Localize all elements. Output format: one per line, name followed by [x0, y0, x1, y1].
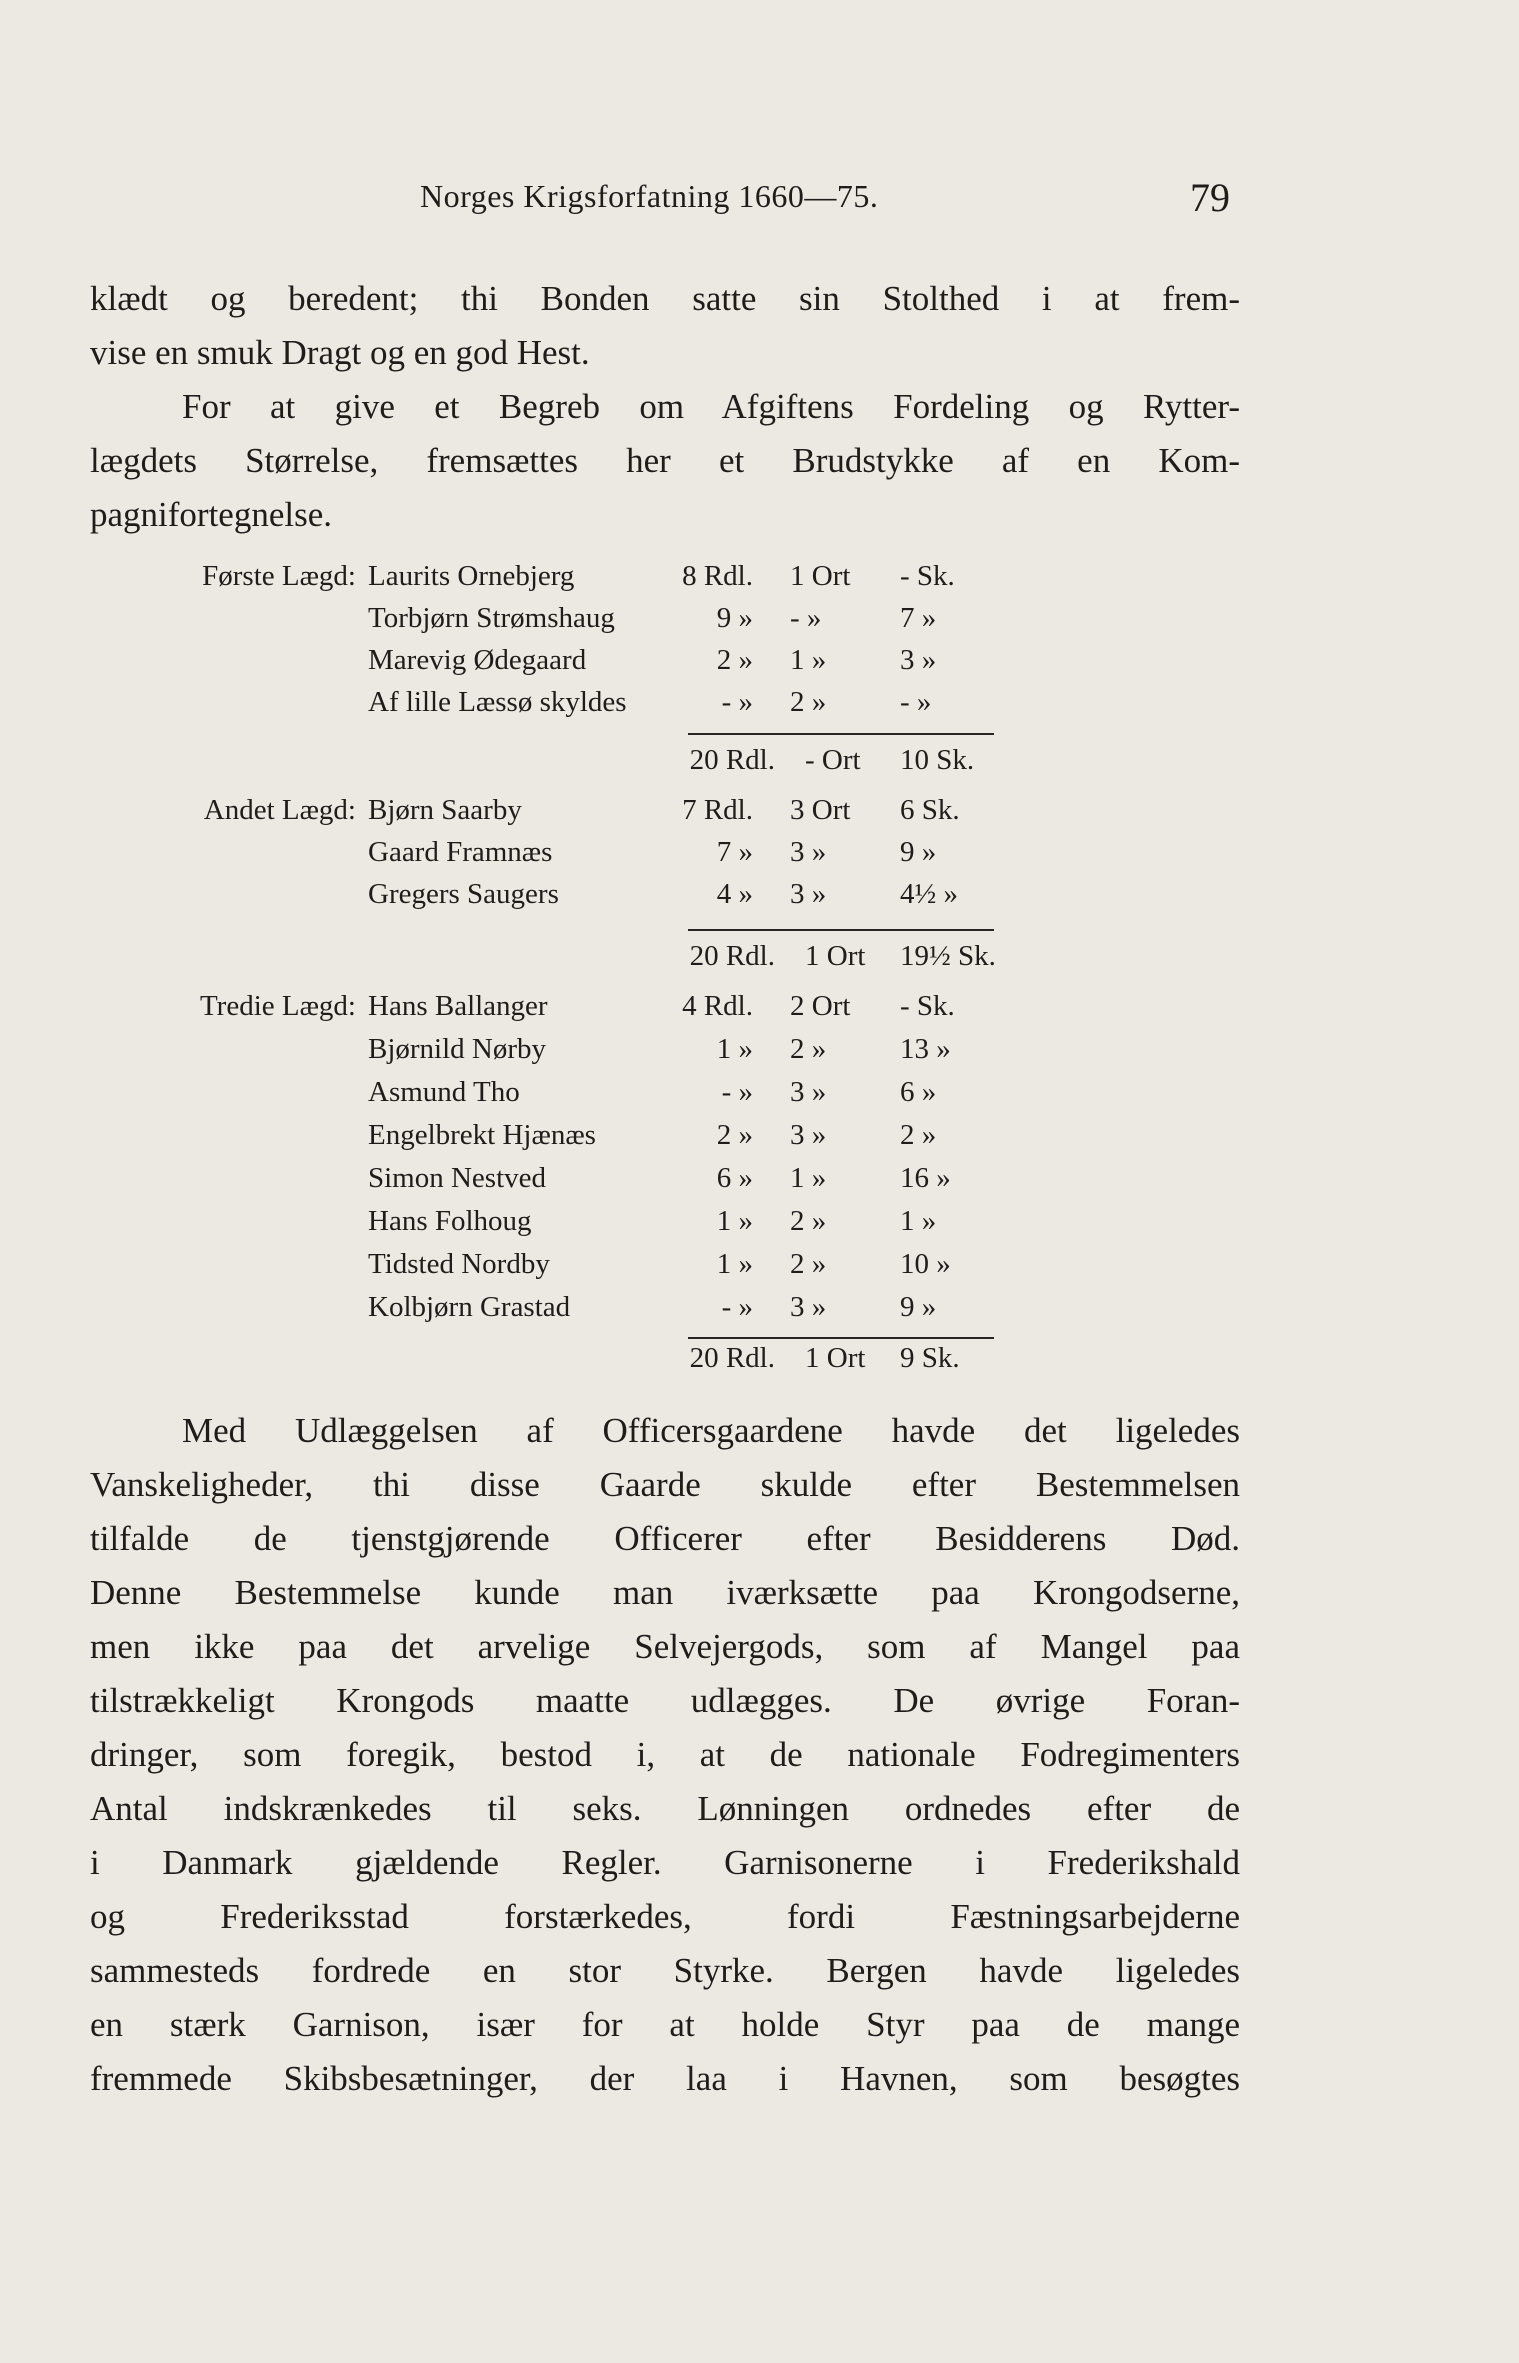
rdl-value: 2 »	[716, 1119, 753, 1151]
person-name: Af lille Læssø skyldes	[368, 686, 627, 718]
page-header	[0, 175, 1519, 228]
paragraph-3	[90, 1404, 1240, 2106]
total-ort: 1 Ort	[805, 1342, 866, 1374]
text-line: tilfalde de tjenstgjørende Officerer efter Besidderens Død.	[90, 1519, 1240, 1558]
paragraph-2	[90, 380, 1240, 542]
text-line: vise en smuk Dragt og en god Hest.	[90, 333, 590, 372]
ledger-row	[0, 878, 1519, 920]
sk-value: 10 »	[900, 1248, 951, 1280]
total-sk: 9 Sk.	[900, 1342, 960, 1374]
sum-rule	[688, 1337, 994, 1339]
text-line: lægdets Størrelse, fremsættes her et Brudstykke af en Kom-	[90, 441, 1240, 480]
rdl-value: 8 Rdl.	[682, 560, 753, 592]
ort-value: 2 »	[790, 1205, 827, 1237]
rdl-value: 4 Rdl.	[682, 990, 753, 1022]
rdl-value: 7 Rdl.	[682, 794, 753, 826]
ledger-row	[0, 990, 1519, 1032]
group-label: Tredie Lægd:	[199, 990, 356, 1022]
sk-value: 6 »	[900, 1076, 937, 1108]
total-ort: 1 Ort	[805, 940, 866, 972]
ort-value: 1 Ort	[790, 560, 851, 592]
person-name: Tidsted Nordby	[368, 1248, 550, 1280]
ledger-row	[0, 1033, 1519, 1075]
sum-rule	[688, 733, 994, 735]
person-name: Bjørn Saarby	[368, 794, 522, 826]
ledger-row	[0, 1205, 1519, 1247]
ort-value: 3 »	[790, 878, 827, 910]
ledger-total-row	[0, 1342, 1519, 1384]
ort-value: 3 Ort	[790, 794, 851, 826]
person-name: Hans Folhoug	[368, 1205, 532, 1237]
text-line: fremmede Skibsbesætninger, der laa i Havnen, som besøgtes	[90, 2059, 1240, 2098]
ledger-row	[0, 686, 1519, 728]
ledger-row	[0, 1248, 1519, 1290]
ort-value: 2 »	[790, 686, 827, 718]
total-sk: 10 Sk.	[900, 744, 975, 776]
ledger-total-row	[0, 744, 1519, 786]
ort-value: 2 »	[790, 1033, 827, 1065]
page-number: 79	[1190, 175, 1230, 220]
ledger-row	[0, 1162, 1519, 1204]
person-name: Kolbjørn Grastad	[368, 1291, 571, 1323]
person-name: Bjørnild Nørby	[368, 1033, 547, 1065]
text-line: i Danmark gjældende Regler. Garnisonerne i Frederikshald	[90, 1843, 1240, 1882]
person-name: Laurits Ornebjerg	[368, 560, 575, 592]
rdl-value: 2 »	[716, 644, 753, 676]
ort-value: 3 »	[790, 1291, 827, 1323]
ledger-row	[0, 1291, 1519, 1333]
text-line: Denne Bestemmelse kunde man iværksætte paa Krongodserne,	[90, 1573, 1240, 1612]
rdl-value: - »	[721, 1076, 753, 1108]
rdl-value: - »	[721, 1291, 753, 1323]
sk-value: 9 »	[900, 1291, 937, 1323]
rdl-value: - »	[721, 686, 753, 718]
group-label: Første Lægd:	[202, 560, 356, 592]
person-name: Gaard Framnæs	[368, 836, 553, 868]
person-name: Gregers Saugers	[368, 878, 559, 910]
ort-value: 1 »	[790, 644, 827, 676]
sk-value: - »	[900, 686, 932, 718]
text-line: pagnifortegnelse.	[90, 495, 332, 534]
text-line: men ikke paa det arvelige Selvejergods, som af Mangel paa	[90, 1627, 1240, 1666]
person-name: Asmund Tho	[368, 1076, 520, 1108]
ort-value: 2 Ort	[790, 990, 851, 1022]
text-line: klædt og beredent; thi Bonden satte sin Stolthed i at frem-	[90, 279, 1240, 318]
ledger-row	[0, 560, 1519, 602]
person-name: Engelbrekt Hjænæs	[368, 1119, 596, 1151]
text-line: en stærk Garnison, især for at holde Styr paa de mange	[90, 2005, 1240, 2044]
sk-value: 9 »	[900, 836, 937, 868]
running-title: Norges Krigsforfatning 1660—75.	[420, 178, 879, 214]
ort-value: - »	[790, 602, 822, 634]
ort-value: 3 »	[790, 1076, 827, 1108]
person-name: Marevig Ødegaard	[368, 644, 587, 676]
paragraph-1	[90, 272, 1240, 380]
sk-value: 7 »	[900, 602, 937, 634]
ledger-row	[0, 1119, 1519, 1161]
sk-value: 1 »	[900, 1205, 937, 1237]
total-ort: - Ort	[805, 744, 861, 776]
sk-value: - Sk.	[900, 990, 955, 1022]
ledger-row	[0, 794, 1519, 836]
ledger-row	[0, 602, 1519, 644]
ledger-row	[0, 1076, 1519, 1118]
text-line: og Frederiksstad forstærkedes, fordi Fæstningsarbejderne	[90, 1897, 1240, 1936]
person-name: Simon Nestved	[368, 1162, 547, 1194]
rdl-value: 1 »	[716, 1248, 753, 1280]
sum-rule	[688, 929, 994, 931]
rdl-value: 1 »	[716, 1033, 753, 1065]
sk-value: 6 Sk.	[900, 794, 960, 826]
rdl-value: 9 »	[716, 602, 753, 634]
sk-value: 3 »	[900, 644, 937, 676]
total-sk: 19½ Sk.	[900, 940, 996, 972]
ort-value: 3 »	[790, 1119, 827, 1151]
text-line: Antal indskrænkedes til seks. Lønningen ordnedes efter de	[90, 1789, 1240, 1828]
text-line: Vanskeligheder, thi disse Gaarde skulde efter Bestemmelsen	[90, 1465, 1240, 1504]
group-label: Andet Lægd:	[203, 794, 356, 826]
text-line: dringer, som foregik, bestod i, at de nationale Fodregimenters	[90, 1735, 1240, 1774]
sk-value: 13 »	[900, 1033, 951, 1065]
total-rdl: 20 Rdl.	[689, 744, 775, 776]
ort-value: 2 »	[790, 1248, 827, 1280]
person-name: Torbjørn Strømshaug	[368, 602, 615, 634]
text-line: sammesteds fordrede en stor Styrke. Bergen havde ligeledes	[90, 1951, 1240, 1990]
sk-value: - Sk.	[900, 560, 955, 592]
ort-value: 1 »	[790, 1162, 827, 1194]
person-name: Hans Ballanger	[368, 990, 548, 1022]
rdl-value: 1 »	[716, 1205, 753, 1237]
text-line: tilstrækkeligt Krongods maatte udlægges. De øvrige Foran-	[90, 1681, 1240, 1720]
rdl-value: 6 »	[716, 1162, 753, 1194]
sk-value: 2 »	[900, 1119, 937, 1151]
sk-value: 16 »	[900, 1162, 951, 1194]
text-line: For at give et Begreb om Afgiftens Fordeling og Rytter-	[182, 387, 1240, 426]
ort-value: 3 »	[790, 836, 827, 868]
total-rdl: 20 Rdl.	[689, 940, 775, 972]
ledger-row	[0, 644, 1519, 686]
rdl-value: 4 »	[716, 878, 753, 910]
ledger-row	[0, 836, 1519, 878]
total-rdl: 20 Rdl.	[689, 1342, 775, 1374]
text-line: Med Udlæggelsen af Officersgaardene havde det ligeledes	[182, 1411, 1240, 1450]
rdl-value: 7 »	[716, 836, 753, 868]
sk-value: 4½ »	[900, 878, 958, 910]
ledger-total-row	[0, 940, 1519, 982]
